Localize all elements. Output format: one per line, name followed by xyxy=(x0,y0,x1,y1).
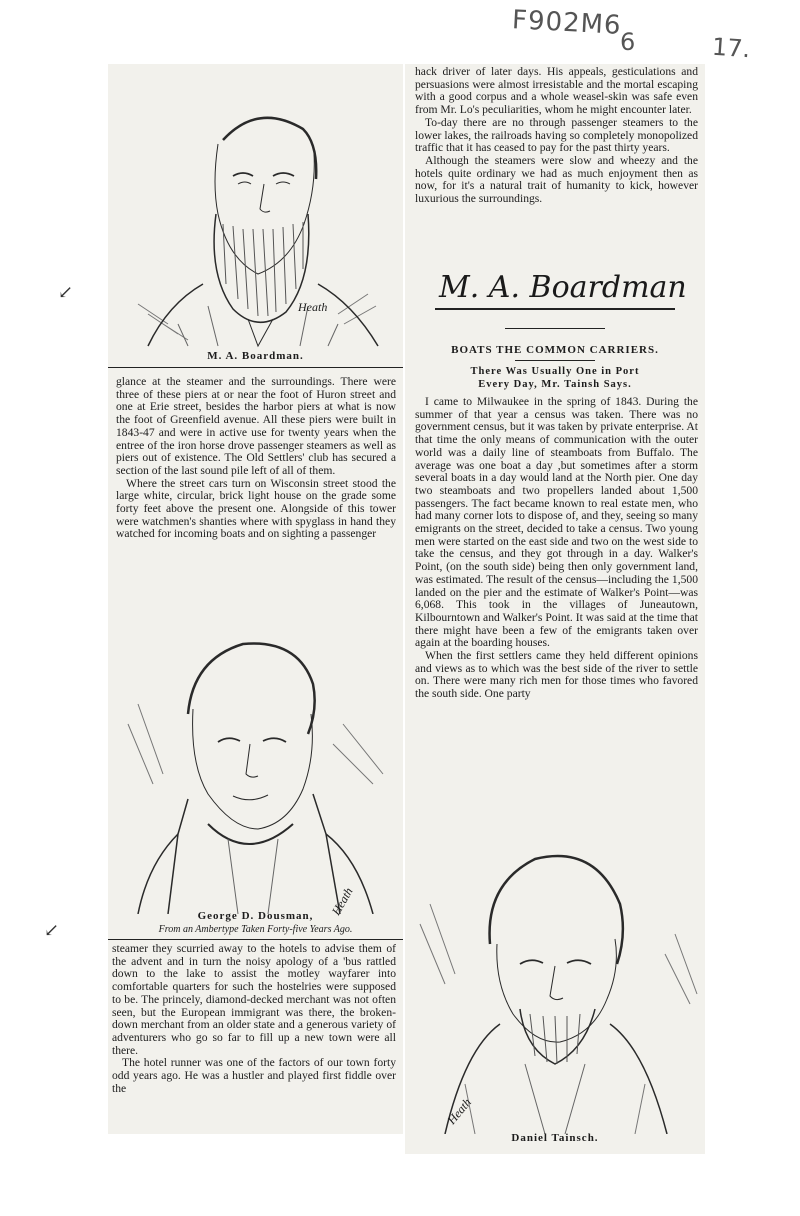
item-number: 17. xyxy=(711,32,752,64)
signature-underline xyxy=(435,308,675,310)
left-clipping xyxy=(108,64,403,1134)
section-subhead-line2: Every Day, Mr. Tainsh Says. xyxy=(478,379,632,390)
page-number: 6 xyxy=(620,28,636,56)
dousman-portrait xyxy=(108,624,403,914)
margin-mark: ↙ xyxy=(44,920,60,940)
divider xyxy=(108,939,403,940)
left-column-text-bottom xyxy=(112,943,396,1095)
boardman-caption: M. A. Boardman. xyxy=(207,350,304,362)
section-headline: BOATS THE COMMON CARRIERS. xyxy=(451,344,659,356)
paragraph: glance at the steamer and the surroundings. There were three of these piers at or near the foot of Huron street and one at Erie street, besides the harbor piers at what is now the foot of Greenfield avenue. All these piers were built in 1843-47 and were in active use for twenty years when the entree of the iron horse drove passenger steamers as well as piers out of existence. The Old Settlers' club has secured a section of the last sound pile left of all of them. xyxy=(116,375,396,477)
divider xyxy=(505,328,605,329)
dousman-subcaption: From an Ambertype Taken Forty-five Years Ago. xyxy=(158,924,353,935)
section-subhead-line1: There Was Usually One in Port xyxy=(470,366,640,377)
artist-signature: Heath xyxy=(328,885,356,918)
margin-mark: ↙ xyxy=(58,282,74,302)
paragraph: I came to Milwaukee in the spring of 1843. During the summer of that year a census was taken. There was no government census, but it was taken by private enterprise. At that time the only means of communication with the outer world was a daily line of steamboats from Buffalo. The average was one boat a day ,but sometimes after a storm several boats in a day would land at the North pier. One day two steamboats and two propellers landed about 1,500 passengers. The fact became known to real estate men, who had many corner lots to dispose of, and they, seeing so many emigrants on the street, decided to take a census. Two young men were started on the east side and two on the west side to take the census, and they got through in a day. Walker's Point, (on the south side) being then only government land, was estimated. The result of the census—including the 1,500 landed on the pier and the estimate of Walker's Point—was 6,068. This took in the villages of Juneautown, Kilbourntown and Walker's Point. It was said at the time that there might have been a few of the emigrants taken over again at the boarding houses. xyxy=(415,395,699,650)
dousman-caption: George D. Dousman, xyxy=(197,910,314,922)
paragraph: Although the steamers were slow and wheezy and the hotels quite ordinary we had as much enjoyment then as now, for it's a natural trait of humanity to kick, however luxurious the surroundings. xyxy=(415,153,698,206)
archive-code: F902M6 xyxy=(511,5,623,41)
paragraph: hack driver of later days. His appeals, gesticulations and persuasions were almost irresistable and the mortal escaping with a good corpus and a whole weasel-skin was safe even from Mr. Lo's peculiarities, whom he might encounter later. xyxy=(415,65,698,117)
tainsch-caption: Daniel Tainsch. xyxy=(511,1132,599,1144)
right-column-text-top xyxy=(415,66,698,206)
artist-signature: Heath xyxy=(298,300,328,314)
artist-signature: Heath xyxy=(444,1095,475,1127)
paragraph: The hotel runner was one of the factors of our town forty odd years ago. He was a hustler and played first fiddle over the xyxy=(112,1056,396,1095)
divider xyxy=(108,367,403,368)
boardman-signature: M. A. Boardman xyxy=(439,270,687,305)
tainsch-portrait xyxy=(405,834,705,1134)
divider xyxy=(515,360,595,361)
right-column-text-bottom xyxy=(415,396,698,701)
boardman-portrait xyxy=(108,84,403,352)
paragraph: Where the street cars turn on Wisconsin street stood the large white, circular, brick light house on the grade some forty feet above the present one. Alongside of this tower were watchmen's shanties where with spyglass in hand they watched for incoming boats and on sighting a passenger xyxy=(116,476,396,541)
paragraph: To-day there are no through passenger steamers to the lower lakes, the railroads having so completely monopolized traffic that it has ceased to pay for the past thirty years. xyxy=(415,115,698,155)
paragraph: steamer they scurried away to the hotels to advise them of the advent and in turn the noisy apology of a 'bus rattled down to the lake to assist the motley wayfarer into comfortable quarters for such the hostelries were supposed to be. The princely, diamond-decked merchant was not often seen, but the European immigrant was there, the broken-down merchant from an older state and a generous variety of adventurers who go so far to fill up a new town were all there. xyxy=(112,942,396,1057)
left-column-text-top xyxy=(116,376,396,541)
paragraph: When the first settlers came they held different opinions and views as to which was the best side of the river to settle on. There were many rich men for those times who favored the south side. One party xyxy=(415,649,698,701)
right-clipping xyxy=(405,64,705,1154)
